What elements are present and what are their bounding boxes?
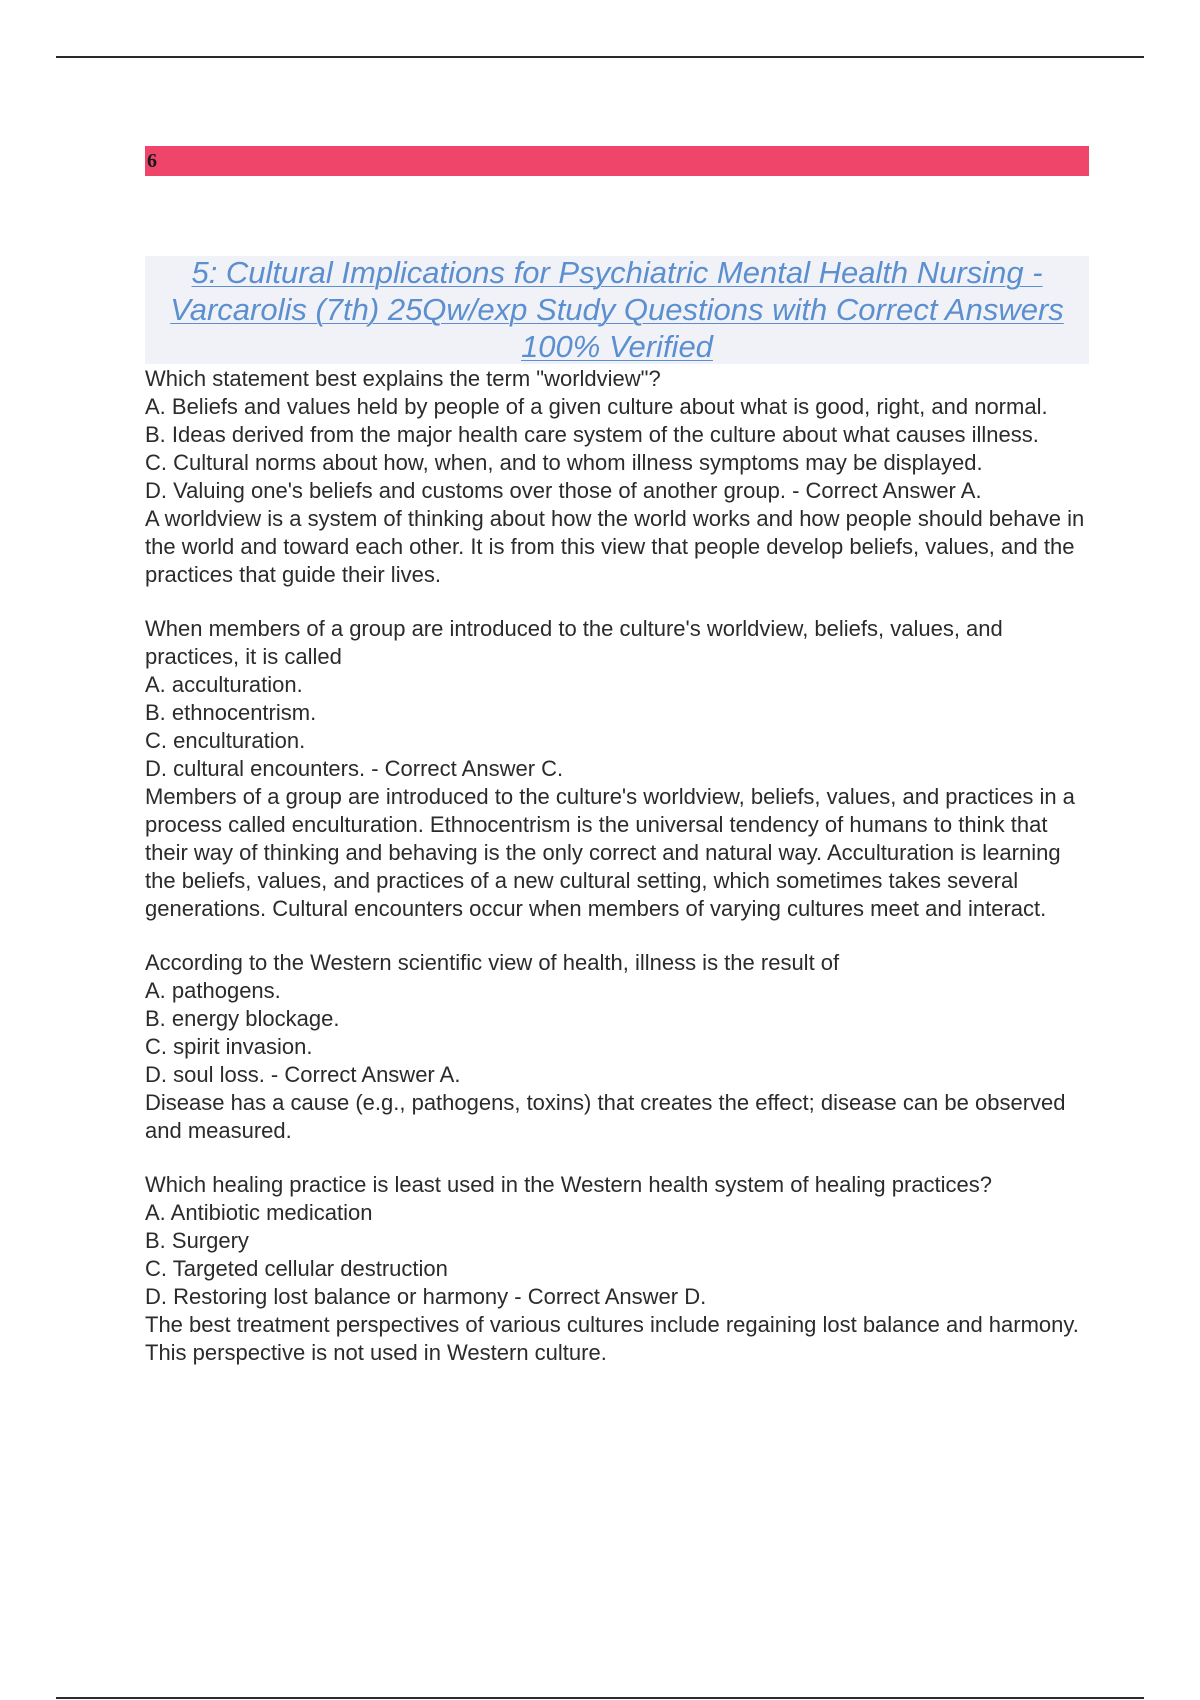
bottom-divider (56, 1697, 1144, 1699)
question-block (145, 949, 1095, 1145)
page-number: 6 (147, 150, 157, 172)
answer-rationale: Disease has a cause (e.g., pathogens, toxins) that creates the effect; disease can be observed and measured. (145, 1090, 1066, 1143)
answer-option: C. spirit invasion. (145, 1034, 313, 1059)
question-stem: Which healing practice is least used in the Western health system of healing practices? (145, 1172, 993, 1197)
question-block (145, 365, 1095, 589)
question-stem: Which statement best explains the term "worldview"? (145, 366, 661, 391)
document-title-link[interactable]: 5: Cultural Implications for Psychiatric Mental Health Nursing - Varcarolis (7th) 25Qw/exp Study Questions with Correct Answers 100% Verified (170, 255, 1064, 364)
question-stem: According to the Western scientific view of health, illness is the result of (145, 950, 840, 975)
question-block (145, 615, 1095, 923)
answer-option: B. energy blockage. (145, 1006, 340, 1031)
answer-option: C. enculturation. (145, 728, 306, 753)
answer-option: D. cultural encounters. - Correct Answer C. (145, 756, 564, 781)
question-list (145, 365, 1095, 1393)
top-divider (56, 56, 1144, 58)
answer-option: A. Antibiotic medication (145, 1200, 373, 1225)
page-number-banner (145, 146, 1089, 176)
answer-option: C. Cultural norms about how, when, and to whom illness symptoms may be displayed. (145, 450, 983, 475)
answer-rationale: A worldview is a system of thinking about how the world works and how people should behave in the world and toward each other. It is from this view that people develop beliefs, values, and the practices that guide their lives. (145, 506, 1085, 587)
answer-rationale: Members of a group are introduced to the culture's worldview, beliefs, values, and practices in a process called enculturation. Ethnocentrism is the universal tendency of humans to think that their way of thinking and behaving is the only correct and natural way. Acculturation is learning the beliefs, values, and practices of a new cultural setting, which sometimes takes several generations. Cultural encounters occur when members of varying cultures meet and interact. (145, 784, 1075, 921)
answer-option: D. Valuing one's beliefs and customs over those of another group. - Correct Answer A. (145, 478, 982, 503)
answer-option: D. Restoring lost balance or harmony - Correct Answer D. (145, 1284, 707, 1309)
answer-rationale: The best treatment perspectives of various cultures include regaining lost balance and harmony. This perspective is not used in Western culture. (145, 1312, 1079, 1365)
answer-option: C. Targeted cellular destruction (145, 1256, 448, 1281)
question-block (145, 1171, 1095, 1367)
answer-option: B. ethnocentrism. (145, 700, 317, 725)
answer-option: A. acculturation. (145, 672, 303, 697)
answer-option: D. soul loss. - Correct Answer A. (145, 1062, 461, 1087)
question-stem: When members of a group are introduced to the culture's worldview, beliefs, values, and practices, it is called (145, 616, 1003, 669)
answer-option: B. Ideas derived from the major health care system of the culture about what causes illness. (145, 422, 1039, 447)
answer-option: A. pathogens. (145, 978, 281, 1003)
answer-option: A. Beliefs and values held by people of a given culture about what is good, right, and normal. (145, 394, 1048, 419)
answer-option: B. Surgery (145, 1228, 249, 1253)
